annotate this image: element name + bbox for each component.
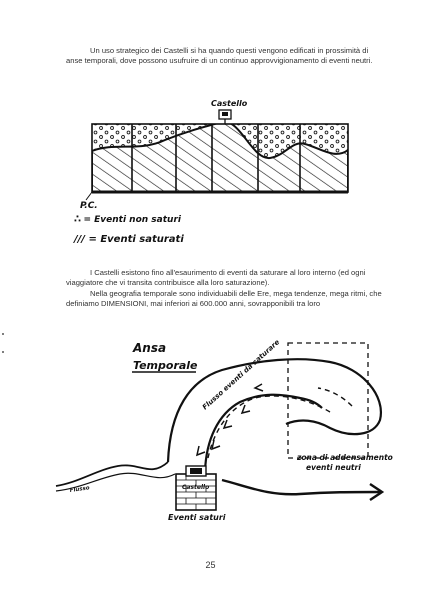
intro-paragraph bbox=[66, 46, 382, 67]
bend-outer-contour bbox=[168, 359, 381, 462]
legend-saturated-text: = Eventi saturati bbox=[88, 234, 184, 245]
outgoing-flow-line bbox=[222, 480, 380, 494]
body-paragraph-1: I Castelli esistono fino all'esaurimento di eventi da saturare al loro interno (ed ogni viaggiatore che vi transita contribuisce alla loro saturazione). bbox=[66, 268, 366, 288]
castle-label: Castello bbox=[211, 99, 248, 108]
legend-unsaturated bbox=[74, 214, 181, 225]
intro-text: Un uso strategico dei Castelli si ha quando questi vengono edificati in prossimità di anse temporali, dove possono usufruire di un continuo approvvigionamento di eventi neutri. bbox=[66, 46, 373, 66]
legend-dots-symbol: ∴ bbox=[74, 214, 80, 225]
body-text bbox=[66, 268, 382, 310]
castle-icon bbox=[219, 110, 231, 124]
figure2-title-line2: Temporale bbox=[133, 359, 198, 372]
zone-label-line2: eventi neutri bbox=[306, 463, 361, 472]
left-flow-label: Flusso bbox=[69, 485, 90, 494]
temporal-castle-label: Castello bbox=[182, 484, 210, 491]
page-number: 25 bbox=[205, 560, 216, 570]
saturated-events-label: Eventi saturi bbox=[168, 513, 226, 522]
temporal-bend-figure bbox=[0, 330, 421, 540]
legend-unsaturated-text: = Eventi non saturi bbox=[83, 215, 181, 225]
ground-label: P.C. bbox=[80, 201, 98, 211]
flow-arrowheads bbox=[197, 384, 263, 455]
flow-label: Flusso eventi da saturare bbox=[200, 338, 282, 412]
legend-hatch-symbol: /// bbox=[74, 234, 85, 245]
body-paragraph-2: Nella geografia temporale sono individuabili delle Ere, mega tendenze, mega ritmi, che definiamo DIMENSIONI, mai inferiori ai 600.000 anni, sovrapponibili tra loro bbox=[66, 288, 382, 309]
left-flow-line bbox=[56, 462, 168, 486]
zone-label-line1: zona di addensamento bbox=[297, 453, 393, 462]
legend-saturated bbox=[74, 234, 184, 245]
figure2-title-line1: Ansa bbox=[133, 341, 167, 355]
